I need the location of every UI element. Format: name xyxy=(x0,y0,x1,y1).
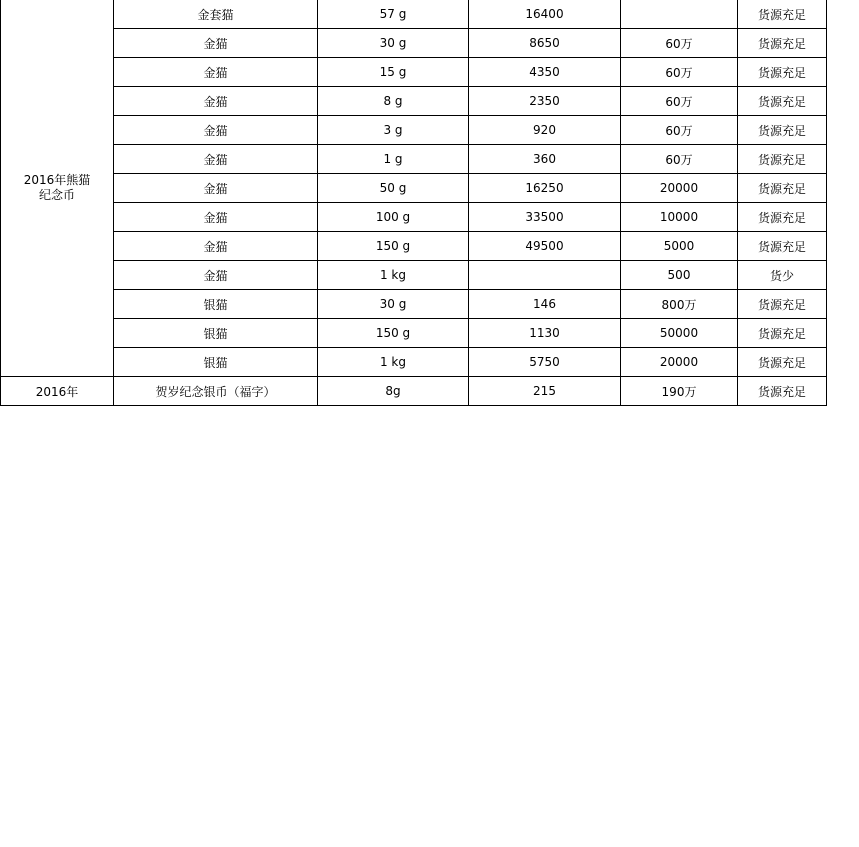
coin-status-cell[interactable]: 货源充足 xyxy=(738,348,827,377)
coin-spec-cell[interactable]: 1 kg xyxy=(318,348,469,377)
coin-name-cell[interactable]: 贺岁纪念银币（福字） xyxy=(114,377,318,406)
coin-name-cell[interactable]: 金套猫 xyxy=(114,0,318,29)
table-row xyxy=(1,58,827,87)
coin-spec-cell[interactable]: 57 g xyxy=(318,0,469,29)
coin-price-cell[interactable]: 4350 xyxy=(469,58,621,87)
coin-name-cell[interactable]: 金猫 xyxy=(114,58,318,87)
table-row xyxy=(1,232,827,261)
coin-issue-cell[interactable]: 60万 xyxy=(621,116,738,145)
coin-spec-cell[interactable]: 15 g xyxy=(318,58,469,87)
coin-issue-cell[interactable]: 60万 xyxy=(621,87,738,116)
group-label-line1: 2016年熊猫 xyxy=(23,173,91,187)
coin-status-cell[interactable]: 货源充足 xyxy=(738,319,827,348)
coin-status-cell[interactable]: 货源充足 xyxy=(738,29,827,58)
coin-spec-cell[interactable]: 30 g xyxy=(318,290,469,319)
coin-issue-cell[interactable]: 60万 xyxy=(621,58,738,87)
coin-issue-cell[interactable]: 60万 xyxy=(621,29,738,58)
coin-issue-cell[interactable]: 20000 xyxy=(621,174,738,203)
coin-price-cell[interactable]: 2350 xyxy=(469,87,621,116)
table-body xyxy=(1,0,827,406)
coin-name-cell[interactable]: 银猫 xyxy=(114,319,318,348)
coin-price-cell[interactable]: 146 xyxy=(469,290,621,319)
coin-status-cell[interactable]: 货源充足 xyxy=(738,116,827,145)
coin-price-cell[interactable] xyxy=(469,261,621,290)
coin-name-cell[interactable]: 银猫 xyxy=(114,290,318,319)
coin-issue-cell[interactable]: 60万 xyxy=(621,145,738,174)
coin-issue-cell[interactable] xyxy=(621,0,738,29)
coin-name-cell[interactable]: 金猫 xyxy=(114,174,318,203)
coin-price-cell[interactable]: 920 xyxy=(469,116,621,145)
coin-name-cell[interactable]: 金猫 xyxy=(114,261,318,290)
coin-spec-cell[interactable]: 8 g xyxy=(318,87,469,116)
group-label-line2: 纪念币 xyxy=(38,188,75,202)
table-row xyxy=(1,348,827,377)
table-row xyxy=(1,87,827,116)
coin-price-cell[interactable]: 16250 xyxy=(469,174,621,203)
table-row-last xyxy=(1,377,827,406)
coin-status-cell[interactable]: 货源充足 xyxy=(738,0,827,29)
coin-status-cell[interactable]: 货源充足 xyxy=(738,174,827,203)
coin-name-cell[interactable]: 金猫 xyxy=(114,116,318,145)
coin-spec-cell[interactable]: 150 g xyxy=(318,232,469,261)
coin-name-cell[interactable]: 金猫 xyxy=(114,29,318,58)
coin-issue-cell[interactable]: 800万 xyxy=(621,290,738,319)
coin-spec-cell[interactable]: 50 g xyxy=(318,174,469,203)
coin-name-cell[interactable]: 金猫 xyxy=(114,203,318,232)
coin-status-cell[interactable]: 货源充足 xyxy=(738,203,827,232)
year-cell[interactable]: 2016年 xyxy=(1,377,114,406)
table-row xyxy=(1,29,827,58)
table-row xyxy=(1,116,827,145)
coin-status-cell[interactable]: 货源充足 xyxy=(738,87,827,116)
coin-issue-cell[interactable]: 190万 xyxy=(621,377,738,406)
group-label-cell[interactable] xyxy=(1,0,114,377)
coin-status-cell[interactable]: 货源充足 xyxy=(738,58,827,87)
coin-spec-cell[interactable]: 3 g xyxy=(318,116,469,145)
coin-status-cell[interactable]: 货源充足 xyxy=(738,145,827,174)
coin-name-cell[interactable]: 金猫 xyxy=(114,145,318,174)
table-row xyxy=(1,203,827,232)
coin-price-cell[interactable]: 5750 xyxy=(469,348,621,377)
coin-price-cell[interactable]: 49500 xyxy=(469,232,621,261)
coin-price-cell[interactable]: 1130 xyxy=(469,319,621,348)
coin-status-cell[interactable]: 货源充足 xyxy=(738,290,827,319)
table-row xyxy=(1,0,827,29)
coin-status-cell[interactable]: 货源充足 xyxy=(738,377,827,406)
coin-spec-cell[interactable]: 8g xyxy=(318,377,469,406)
coin-status-cell[interactable]: 货源充足 xyxy=(738,232,827,261)
coin-price-cell[interactable]: 360 xyxy=(469,145,621,174)
table-row xyxy=(1,290,827,319)
coin-issue-cell[interactable]: 50000 xyxy=(621,319,738,348)
coin-name-cell[interactable]: 银猫 xyxy=(114,348,318,377)
coin-name-cell[interactable]: 金猫 xyxy=(114,87,318,116)
coin-issue-cell[interactable]: 500 xyxy=(621,261,738,290)
coin-status-cell[interactable]: 货少 xyxy=(738,261,827,290)
table-row xyxy=(1,145,827,174)
coin-issue-cell[interactable]: 5000 xyxy=(621,232,738,261)
table-row xyxy=(1,261,827,290)
coin-spec-cell[interactable]: 1 kg xyxy=(318,261,469,290)
coin-spec-cell[interactable]: 30 g xyxy=(318,29,469,58)
coin-price-cell[interactable]: 8650 xyxy=(469,29,621,58)
coin-price-cell[interactable]: 215 xyxy=(469,377,621,406)
coin-issue-cell[interactable]: 20000 xyxy=(621,348,738,377)
coin-spec-cell[interactable]: 150 g xyxy=(318,319,469,348)
coin-name-cell[interactable]: 金猫 xyxy=(114,232,318,261)
coin-spec-cell[interactable]: 100 g xyxy=(318,203,469,232)
coin-spec-cell[interactable]: 1 g xyxy=(318,145,469,174)
table-row xyxy=(1,174,827,203)
table-row xyxy=(1,319,827,348)
coin-issue-cell[interactable]: 10000 xyxy=(621,203,738,232)
coin-price-cell[interactable]: 33500 xyxy=(469,203,621,232)
coin-price-table xyxy=(0,0,827,406)
coin-price-cell[interactable]: 16400 xyxy=(469,0,621,29)
